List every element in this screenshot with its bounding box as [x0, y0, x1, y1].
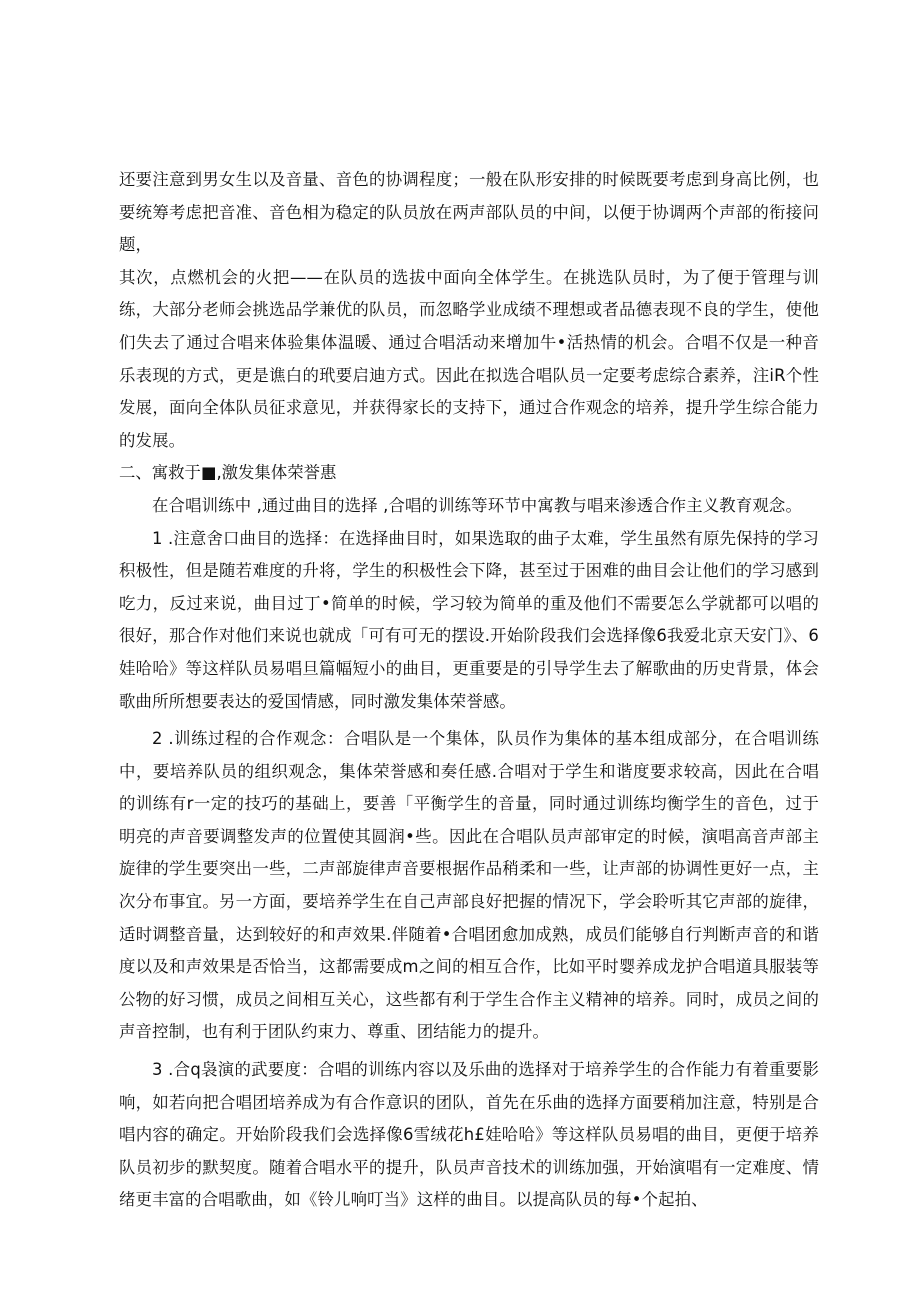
section-heading: 二、寓救于■,激发集体荣誉惠	[119, 463, 337, 483]
numbered-item: 1 .注意舍口曲目的选择：在选择曲目时，如果选取的曲子太难，学生虽然有原先保持的学习积极性，但是随若难度的升将，学生的积极性会下降，甚至过于困难的曲目会让他们的学习感到吃力，反过来说，曲目过丁•简单的时候，学习较为简单的重及他们不需要怎么学就都可以唱的很好，那合作对他们来说也就成「可有可无的摆设.开始阶段我们会选择像6我爱北京天安门》、6娃哈哈》等这样队员易唱旦篇幅短小的曲目，更重要是的引导学生去了解歌曲的历史背景，体会歌曲所所想要表达的爱国情感，同时激发集体荣誉感。	[119, 528, 819, 711]
numbered-item: 3 .合q袅演的武要度：合唱的训练内容以及乐曲的选择对于培养学生的合作能力有着重要影响，如若向把合唱团培养成为有合作意识的团队，首先在乐曲的选择方面要稍加注意，特别是合唱内容的确定。开始阶段我们会选择像6雪绒花h£娃哈哈》等这样队员易唱的曲目，更便于培养队员初步的默契度。随着合唱水平的提升，队员声音技术的训练加强，开始演唱有一定难度、情绪更丰富的合唱歌曲，如《铃儿响叮当》这样的曲目。以提高队员的每•个起拍、	[119, 1060, 819, 1210]
section-intro: 在合唱训练中 ,通过曲目的选择 ,合唱的训练等环节中寓教与唱来渗透合作主义教育观念。	[152, 495, 802, 515]
body-paragraph: 其次，点燃机会的火把——在队员的选拔中面向全体学生。在挑选队员时，为了便于管理与训练，大部分老师会挑选品学兼优的队员，而忽略学业成绩不理想或者品德表现不良的学生，使他们失去了通过合唱来体验集体温暖、通过合唱活动来增加牛•活热情的机会。合唱不仅是一种音乐表现的方式，更是谯白的玳要启迪方式。因此在拟选合唱队员一定要考虑综合素养，注iR个性发展，面向全体队员征求意见，并获得家长的支持下，通过合作观念的培养，提升学生综合能力的发展。	[119, 267, 819, 450]
document-body	[119, 164, 819, 1217]
body-paragraph: 还要注意到男女生以及音量、音色的协调程度；一般在队形安排的时候既要考虑到身高比例，也要统筹考虑把音准、音色相为稳定的队员放在两声部队员的中间，以便于协调两个声部的衔接问题，	[119, 170, 819, 255]
numbered-item: 2 .训练过程的合作观念：合唱队是一个集体，队员作为集体的基本组成部分，在合唱训练中，要培养队员的组织观念，集体荣誉感和奏任感.合唱对于学生和谐度要求较高，因此在合唱的训练有r一定的技巧的基础上，要善「平衡学生的音量，同时通过训练均衡学生的音色，过于明亮的声音要调整发声的位置使其圆润•些。因此在合唱队员声部审定的时候，演唱高音声部主旋律的学生要突出一些，二声部旋律声音要根据作品稍柔和一些，让声部的协调性更好一点，主次分布事宜。另一方面，要培养学生在自己声部良好把握的情况下，学会聆听其它声部的旋律，适时调整音量，达到较好的和声效果.伴随着•合唱团愈加成熟，成员们能够自行判断声音的和谐度以及和声效果是否恰当，这都需要成m之间的相互合作，比如平时婴养成龙护合唱道具服装等公物的好习惯，成员之间相互关心，这些都有利于学生合作主义精神的培养。同时，成员之间的声音控制，也有利于团队约束力、尊重、团结能力的提升。	[119, 729, 819, 1042]
